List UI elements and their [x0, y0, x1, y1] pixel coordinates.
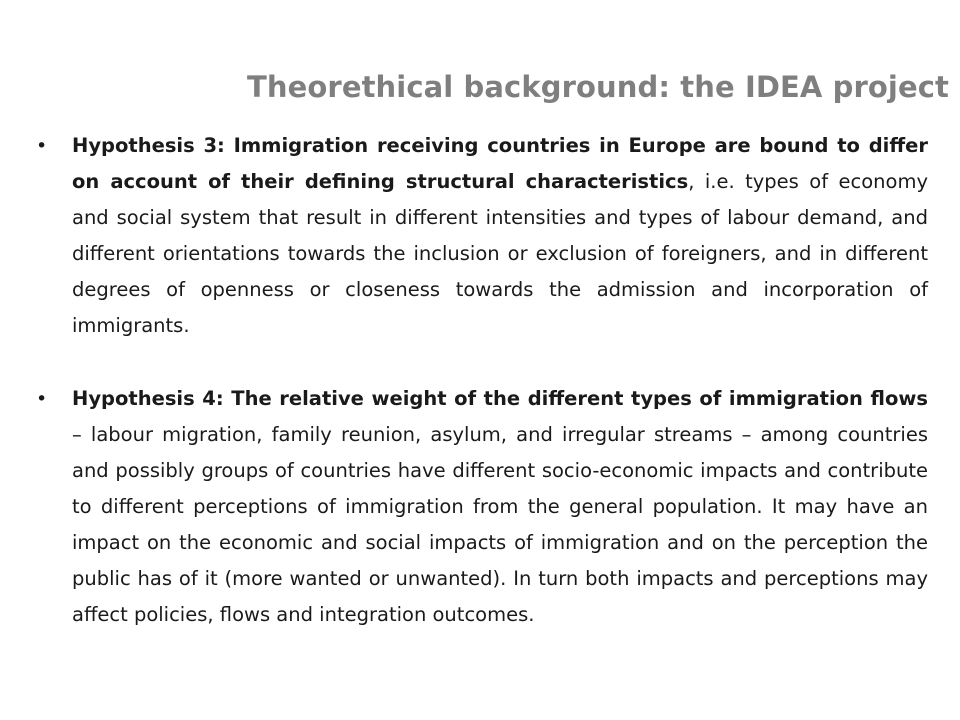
- hypothesis-3-body: , i.e. types of economy and social system that result in different intensities and types of labour demand, and different orientations towards the inclusion or exclusion of foreigners, and in different degrees of openness or closeness towards the admission and incorporation of immigrants.: [72, 170, 929, 337]
- bullet-list: [36, 128, 928, 633]
- hypothesis-4-body: – labour migration, family reunion, asylum, and irregular streams – among countries and possibly groups of countries have different socio-economic impacts and contribute to different perceptions of immigration from the general population. It may have an impact on the economic and social impacts of immigration and on the perception the public has of it (more wanted or unwanted). In turn both impacts and perceptions may affect policies, flows and integration outcomes.: [72, 423, 928, 626]
- hypothesis-4-heading: Hypothesis 4: The relative weight of the different types of immigration flows: [72, 387, 928, 410]
- hypothesis-3-heading: Hypothesis 3: Immigration receiving countries in Europe are bound to differ on account of their defining structural characteristics: [72, 134, 928, 193]
- bullet-icon: •: [36, 388, 48, 410]
- bullet-icon: •: [36, 135, 48, 157]
- bullet-hypothesis-4: [36, 381, 928, 633]
- bullet-hypothesis-3: [36, 128, 928, 344]
- slide-title: Theorethical background: the IDEA project: [247, 70, 949, 104]
